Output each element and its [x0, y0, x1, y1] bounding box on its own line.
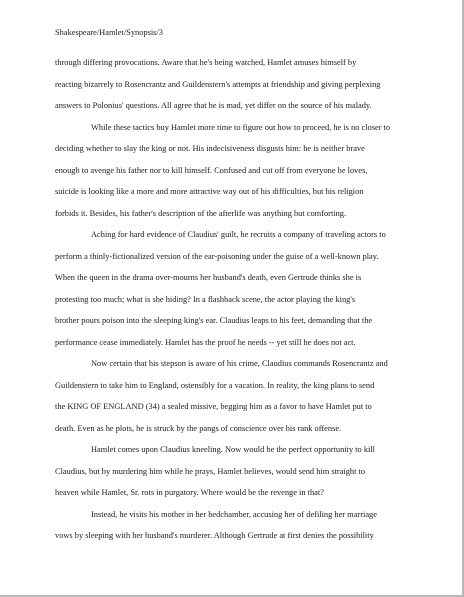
text-line: the KING OF ENGLAND (34) a sealed missive, begging him as a favor to have Hamlet put to: [55, 402, 372, 411]
text-line: answers to Polonius' questions. All agree that he is mad, yet differ on the source of his malady.: [55, 101, 372, 110]
text-line: Hamlet comes upon Claudius kneeling. Now would be the perfect opportunity to kill: [91, 445, 375, 454]
text-line: deciding whether to slay the king or not. His indecisiveness disgusts him: he is neither brave: [55, 144, 365, 153]
text-line: While these tactics buy Hamlet more time to figure out how to proceed, he is no closer to: [91, 122, 391, 132]
text-line: reacting bizarrely to Rosencrantz and Guildenstern's attempts at friendship and giving perplexing: [55, 79, 381, 89]
text-line: Guildenstern to take him to England, ostensibly for a vacation. In reality, the king plans to send: [55, 380, 375, 390]
text-line: perform a thinly-fictionalized version of the ear-poisoning under the guise of a well-known play.: [55, 251, 379, 261]
text-line: protesting too much; what is she hiding? In a flashback scene, the actor playing the king's: [55, 294, 356, 304]
text-line: Now certain that his stepson is aware of his crime, Claudius commands Rosencrantz and: [91, 359, 388, 368]
text-line: When the queen in the drama over-mourns her husband's death, even Gertrude thinks she is: [55, 273, 362, 282]
paragraph: [55, 117, 415, 225]
text-line: through differing provocations. Aware that he's being watched, Hamlet amuses himself by: [55, 58, 357, 67]
text-line: suicide is looking like a more and more attractive way out of his difficulties, but his religion: [55, 187, 364, 196]
running-header: Shakespeare/Hamlet/Synopsis/3: [55, 28, 163, 37]
text-line: Aching for hard evidence of Claudius' guilt, he recruits a company of traveling actors to: [91, 230, 386, 239]
paragraph: [55, 224, 415, 353]
text-line: heaven while Hamlet, Sr. rots in purgatory. Where would be the revenge in that?: [55, 488, 324, 497]
text-line: vows by sleeping with her husband's murderer. Although Gertrude at first denies the possibility: [55, 531, 374, 540]
text-line: performance cease immediately. Hamlet has the proof he needs -- yet still he does not act.: [55, 337, 356, 347]
text-line: brother pours poison into the sleeping king's ear. Claudius leaps to his feet, demanding that the: [55, 316, 373, 325]
text-line: forbids it. Besides, his father's description of the afterlife was anything but comforting.: [55, 208, 347, 218]
text-line: death. Even as he plots, he is struck by the pangs of conscience over his rank offense.: [55, 423, 342, 433]
paragraph: [55, 353, 415, 439]
text-line: enough to avenge his father nor to kill himself. Confused and cut off from everyone he loves,: [55, 165, 368, 175]
text-line: Instead, he visits his mother in her bedchamber, accusing her of defiling her marriage: [91, 509, 377, 519]
paragraph: [55, 504, 415, 547]
paragraph: [55, 52, 415, 117]
paragraph: [55, 439, 415, 504]
document-body: [55, 52, 415, 547]
text-line: Claudius, but by murdering him while he prays, Hamlet believes, would send him straight to: [55, 466, 366, 476]
